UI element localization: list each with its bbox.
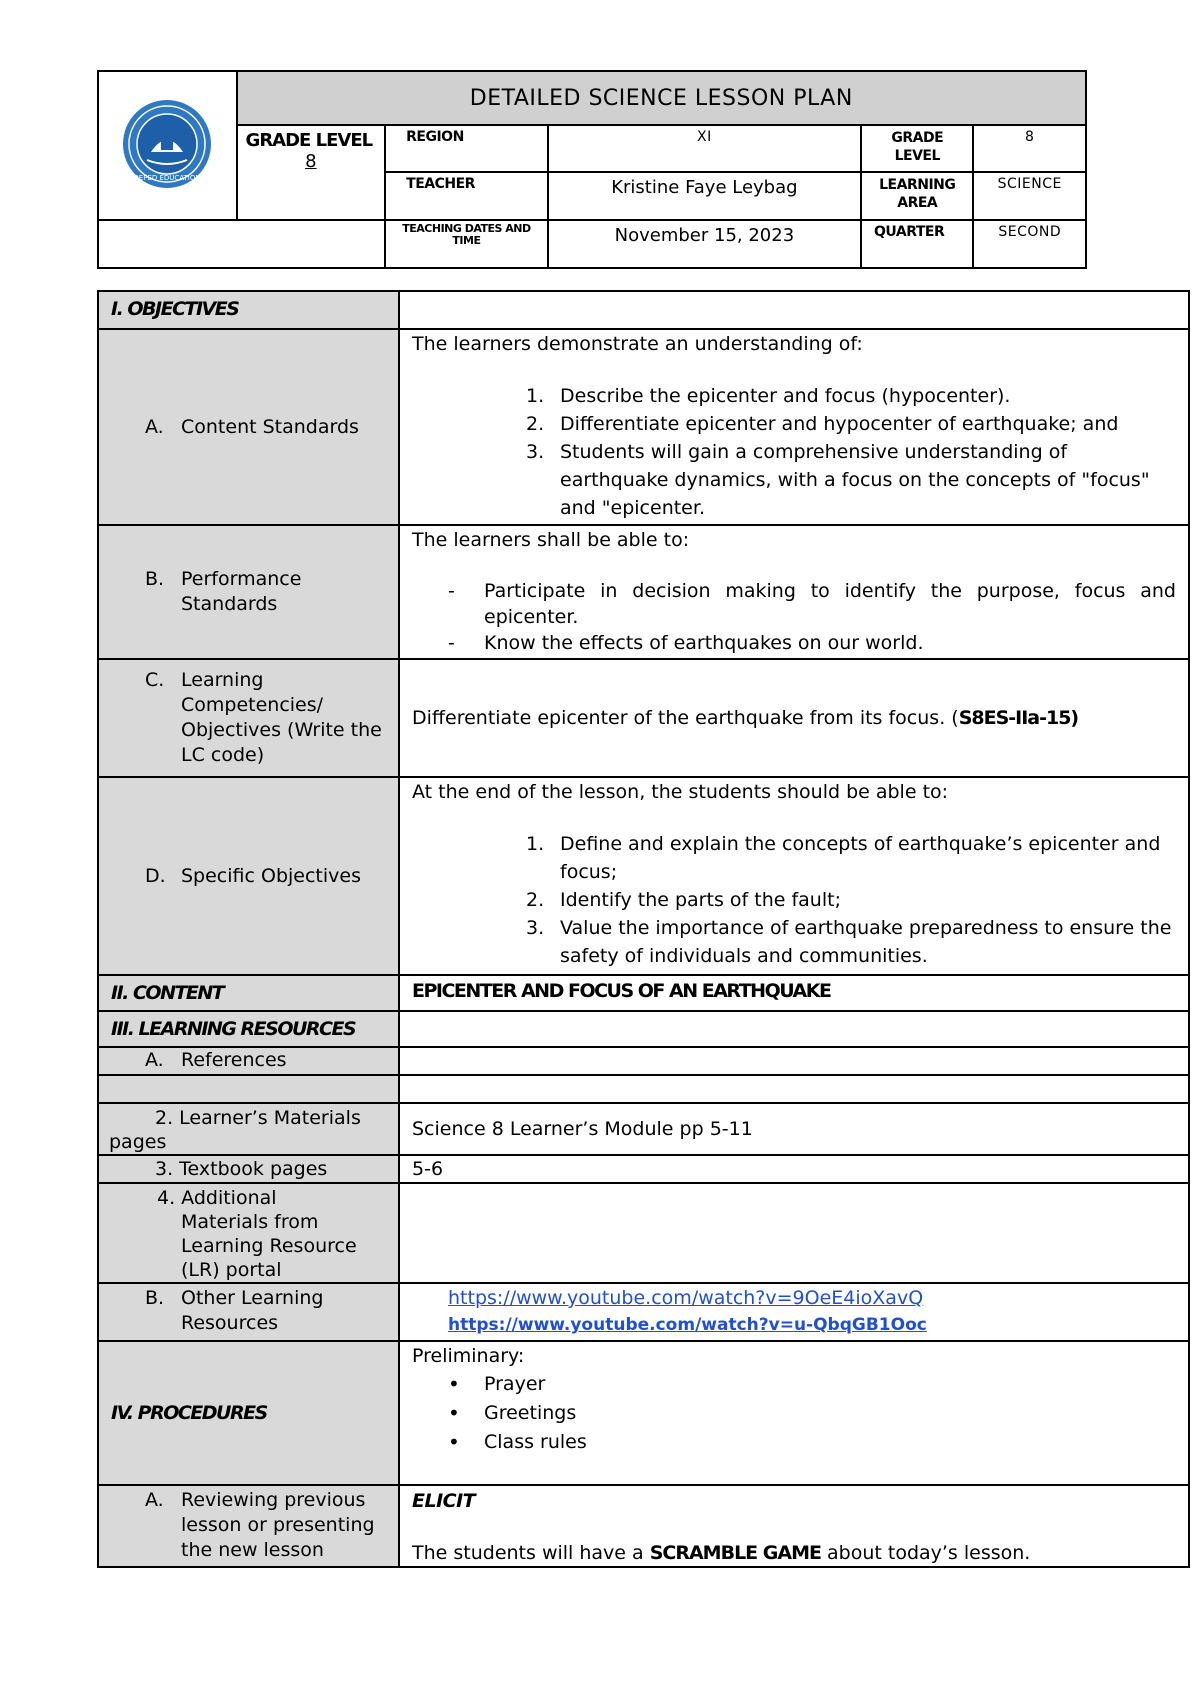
video-link-1[interactable]: https://www.youtube.com/watch?v=9OeE4ioXavQ xyxy=(448,1287,924,1309)
teacher-value: Kristine Faye Leybag xyxy=(548,172,861,220)
performance-standards-cell xyxy=(399,525,1189,659)
elicit-heading: ELICIT xyxy=(412,1490,476,1512)
content-heading: II. CONTENT xyxy=(98,975,399,1011)
grade-level-label: GRADE LEVEL xyxy=(245,130,373,151)
review-text: The students will have a SCRAMBLE GAME about today’s lesson. xyxy=(412,1542,1031,1564)
list-item: 1. Define and explain the concepts of earthquake’s epicenter and focus; xyxy=(526,833,1161,883)
content-standards-intro: The learners demonstrate an understanding of: xyxy=(412,333,863,355)
scramble-game-emphasis: SCRAMBLE GAME xyxy=(649,1542,821,1564)
empty-cell xyxy=(399,1183,1189,1283)
textbook-label: 3. Textbook pages xyxy=(98,1155,399,1183)
list-item: 2. Identify the parts of the fault; xyxy=(526,889,841,911)
lc-code: S8ES-IIa-15) xyxy=(958,707,1079,729)
grade-label: GRADE LEVEL xyxy=(861,125,973,172)
region-label: REGION xyxy=(385,125,548,172)
objectives-heading: I. OBJECTIVES xyxy=(98,291,399,329)
school-logo xyxy=(121,98,213,190)
grade-value: 8 xyxy=(973,125,1086,172)
list-item: • Greetings xyxy=(484,1399,1176,1428)
header-table xyxy=(97,70,1087,269)
textbook-value: 5-6 xyxy=(399,1155,1189,1183)
other-resources-label: B. Other Learning Resources xyxy=(98,1283,399,1341)
list-item: - Participate in decision making to identify the purpose, focus and epicenter. xyxy=(484,578,1176,630)
preliminary-cell xyxy=(399,1341,1189,1485)
learners-materials-value: Science 8 Learner’s Module pp 5-11 xyxy=(399,1103,1189,1155)
specific-objectives-cell xyxy=(399,777,1189,975)
procedures-heading: IV. PROCEDURES xyxy=(98,1341,399,1485)
teacher-label: TEACHER xyxy=(385,172,548,220)
competencies-text: Differentiate epicenter of the earthquake from its focus. ( xyxy=(412,707,959,729)
empty-cell xyxy=(399,1011,1189,1047)
list-item: - Know the effects of earthquakes on our world. xyxy=(484,630,1176,656)
marker: A. xyxy=(145,415,164,438)
content-standards-label: A. Content Standards xyxy=(98,329,399,525)
list-item: 3. Students will gain a comprehensive understanding of earthquake dynamics, with a focus on the concepts of "focus" and "epicenter. xyxy=(526,441,1150,519)
region-value: XI xyxy=(548,125,861,172)
list-item: • Class rules xyxy=(484,1428,1176,1457)
list-item: • Prayer xyxy=(484,1370,1176,1399)
logo-cell xyxy=(98,71,237,220)
empty-cell xyxy=(399,1047,1189,1075)
additional-materials-label: 4. Additional Materials from Learning Resource (LR) portal xyxy=(98,1183,399,1283)
competencies-label: C. Learning Competencies/ Objectives (Write the LC code) xyxy=(98,659,399,777)
content-standards-cell xyxy=(399,329,1189,525)
dates-label: TEACHING DATES AND TIME xyxy=(385,220,548,268)
learners-materials-label: 2. Learner’s Materials pages xyxy=(98,1103,399,1155)
lesson-plan-title: DETAILED SCIENCE LESSON PLAN xyxy=(237,71,1086,125)
svg-text:DEPED EDUCATION: DEPED EDUCATION xyxy=(133,173,201,182)
preliminary-label: Preliminary: xyxy=(412,1345,525,1367)
list-item: 3. Value the importance of earthquake preparedness to ensure the safety of individuals and communities. xyxy=(526,917,1172,967)
performance-standards-list xyxy=(412,578,1176,656)
performance-standards-label: B. Performance Standards xyxy=(98,525,399,659)
learning-area-value: SCIENCE xyxy=(973,172,1086,220)
learning-area-label: LEARNING AREA xyxy=(861,172,973,220)
video-link-2[interactable]: https://www.youtube.com/watch?v=u-QbqGB1Ooc xyxy=(448,1315,927,1335)
empty-label-cell xyxy=(98,1075,399,1103)
list-item: 2. Differentiate epicenter and hypocenter of earthquake; and xyxy=(526,413,1119,435)
empty-cell xyxy=(399,1075,1189,1103)
specific-objectives-label: D. Specific Objectives xyxy=(98,777,399,975)
performance-standards-intro: The learners shall be able to: xyxy=(412,529,690,551)
review-label: A. Reviewing previous lesson or presenting the new lesson xyxy=(98,1485,399,1567)
competencies-cell xyxy=(399,659,1189,777)
quarter-label: QUARTER xyxy=(861,220,973,268)
lesson-table xyxy=(97,290,1190,1568)
content-value: EPICENTER AND FOCUS OF AN EARTHQUAKE xyxy=(399,975,1189,1011)
quarter-value: SECOND xyxy=(973,220,1086,268)
specific-objectives-list xyxy=(412,830,1176,970)
empty-cell xyxy=(98,220,385,268)
specific-objectives-intro: At the end of the lesson, the students should be able to: xyxy=(412,781,949,803)
dates-value: November 15, 2023 xyxy=(548,220,861,268)
review-cell xyxy=(399,1485,1189,1567)
empty-cell xyxy=(399,291,1189,329)
content-standards-list xyxy=(412,382,1176,522)
references-label: A. References xyxy=(98,1047,399,1075)
list-item: 1. Describe the epicenter and focus (hypocenter). xyxy=(526,385,1011,407)
resources-heading: III. LEARNING RESOURCES xyxy=(98,1011,399,1047)
grade-level-box xyxy=(237,125,386,220)
other-resources-cell xyxy=(399,1283,1189,1341)
preliminary-list xyxy=(412,1370,1176,1457)
grade-level-value: 8 xyxy=(305,151,317,172)
